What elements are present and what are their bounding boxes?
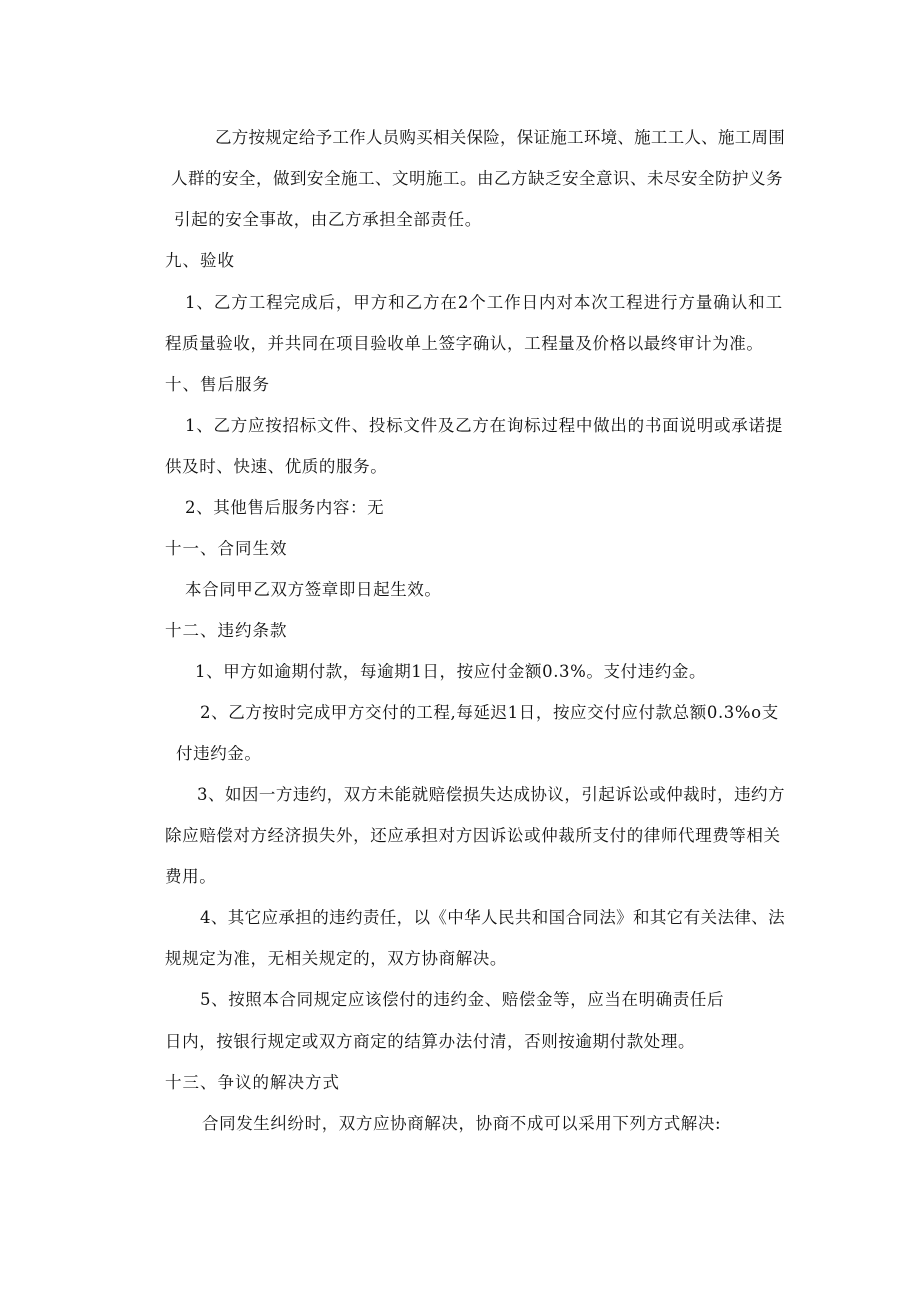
paragraph-line: 除应赔偿对方经济损失外，还应承担对方因诉讼或仲裁所支付的律师代理费等相关 [165, 826, 781, 845]
paragraph-line: 引起的安全事故，由乙方承担全部责任。 [174, 210, 482, 229]
paragraph-line: 乙方按规定给予工作人员购买相关保险，保证施工环境、施工工人、施工周围 [215, 128, 785, 147]
paragraph-line: 规规定为准，无相关规定的，双方协商解决。 [165, 949, 507, 968]
paragraph-line: 5、按照本合同规定应该偿付的违约金、赔偿金等，应当在明确责任后 [200, 990, 725, 1009]
paragraph-line: 4、其它应承担的违约责任，以《中华人民共和国合同法》和其它有关法律、法 [200, 908, 785, 927]
section-heading-breach: 十二、违约条款 [165, 621, 288, 640]
section-heading-dispute: 十三、争议的解决方式 [165, 1073, 340, 1092]
paragraph-line: 2、乙方按时完成甲方交付的工程,每延迟1日，按应交付应付款总额0.3%o支 [200, 703, 779, 722]
paragraph-line: 供及时、快速、优质的服务。 [165, 457, 388, 476]
paragraph-line: 2、其他售后服务内容：无 [185, 498, 385, 517]
section-heading-after-sales: 十、售后服务 [165, 375, 270, 394]
paragraph-line: 程质量验收，并共同在项目验收单上签字确认，工程量及价格以最终审计为准。 [165, 334, 764, 353]
paragraph-line: 1、乙方应按招标文件、投标文件及乙方在询标过程中做出的书面说明或承诺提 [185, 416, 783, 435]
paragraph-line: 日内，按银行规定或双方商定的结算办法付清，否则按逾期付款处理。 [165, 1032, 696, 1051]
paragraph-line: 人群的安全，做到安全施工、文明施工。由乙方缺乏安全意识、未尽安全防护义务 [171, 169, 783, 188]
paragraph-line: 3、如因一方违约，双方未能就赔偿损失达成协议，引起诉讼或仲裁时，违约方 [197, 785, 785, 804]
paragraph-line: 本合同甲乙双方签章即日起生效。 [185, 580, 442, 599]
section-heading-acceptance: 九、验收 [165, 251, 235, 270]
paragraph-line: 合同发生纠纷时，双方应协商解决，协商不成可以采用下列方式解决: [202, 1114, 722, 1133]
paragraph-line: 1、甲方如逾期付款，每逾期1日，按应付金额0.3%。支付违约金。 [195, 662, 707, 681]
paragraph-line: 1、乙方工程完成后，甲方和乙方在2个工作日内对本次工程进行方量确认和工 [185, 293, 783, 312]
section-heading-effectiveness: 十一、合同生效 [165, 539, 288, 558]
paragraph-line: 费用。 [165, 867, 217, 886]
paragraph-line: 付违约金。 [176, 744, 262, 763]
